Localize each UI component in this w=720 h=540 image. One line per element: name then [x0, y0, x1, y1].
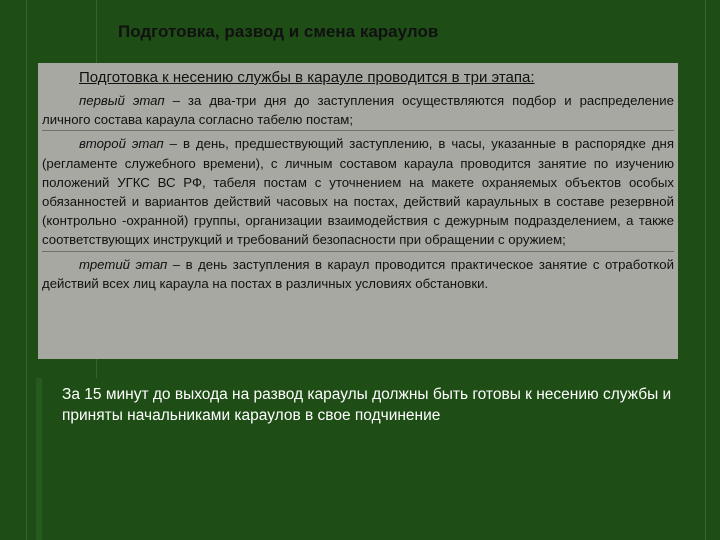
stage-text: – за два-три дня до заступления осуществляются подбор и распределение личного состава караула согласно табелю постам;	[42, 93, 674, 128]
note-box	[36, 378, 686, 540]
note-text: За 15 минут до выхода на развод караулы должны быть готовы к несению службы и приняты начальниками караулов в свое подчинение	[62, 386, 672, 424]
stage-paragraph	[42, 255, 674, 293]
decorative-line	[705, 0, 706, 540]
content-box	[38, 63, 678, 359]
slide-title: Подготовка, развод и смена караулов	[118, 22, 439, 41]
stage-lead: второй этап	[79, 136, 164, 152]
divider	[42, 130, 674, 131]
stage-paragraph	[42, 91, 674, 129]
stage-lead: третий этап	[79, 256, 168, 272]
stage-lead: первый этап	[79, 93, 165, 108]
stage-text: – в день заступления в караул проводится практическое занятие с отработкой действий всех лиц караула на постах в различных условиях обстановки.	[42, 256, 674, 291]
decorative-line	[26, 0, 27, 540]
stage-text: – в день, предшествующий заступлению, в часы, указанные в распорядке дня (регламенте служебного времени), с личным составом караула проводится занятие по изучению положений УГКС ВС РФ, табеля постам с уточнением на макете охраняемых объектов особых обязанностей и вариантов действий часовых на постах, действий караульных в составе резервной (контрольно -охранной) группы, организации взаимодействия с дежурным подразделением, а также соответствующих инструкций и требований безопасности при обращении с оружием;	[42, 136, 674, 248]
intro-text: Подготовка к несению службы в карауле проводится в три этапа:	[79, 69, 535, 86]
divider	[42, 251, 674, 252]
stage-paragraph	[42, 134, 674, 249]
